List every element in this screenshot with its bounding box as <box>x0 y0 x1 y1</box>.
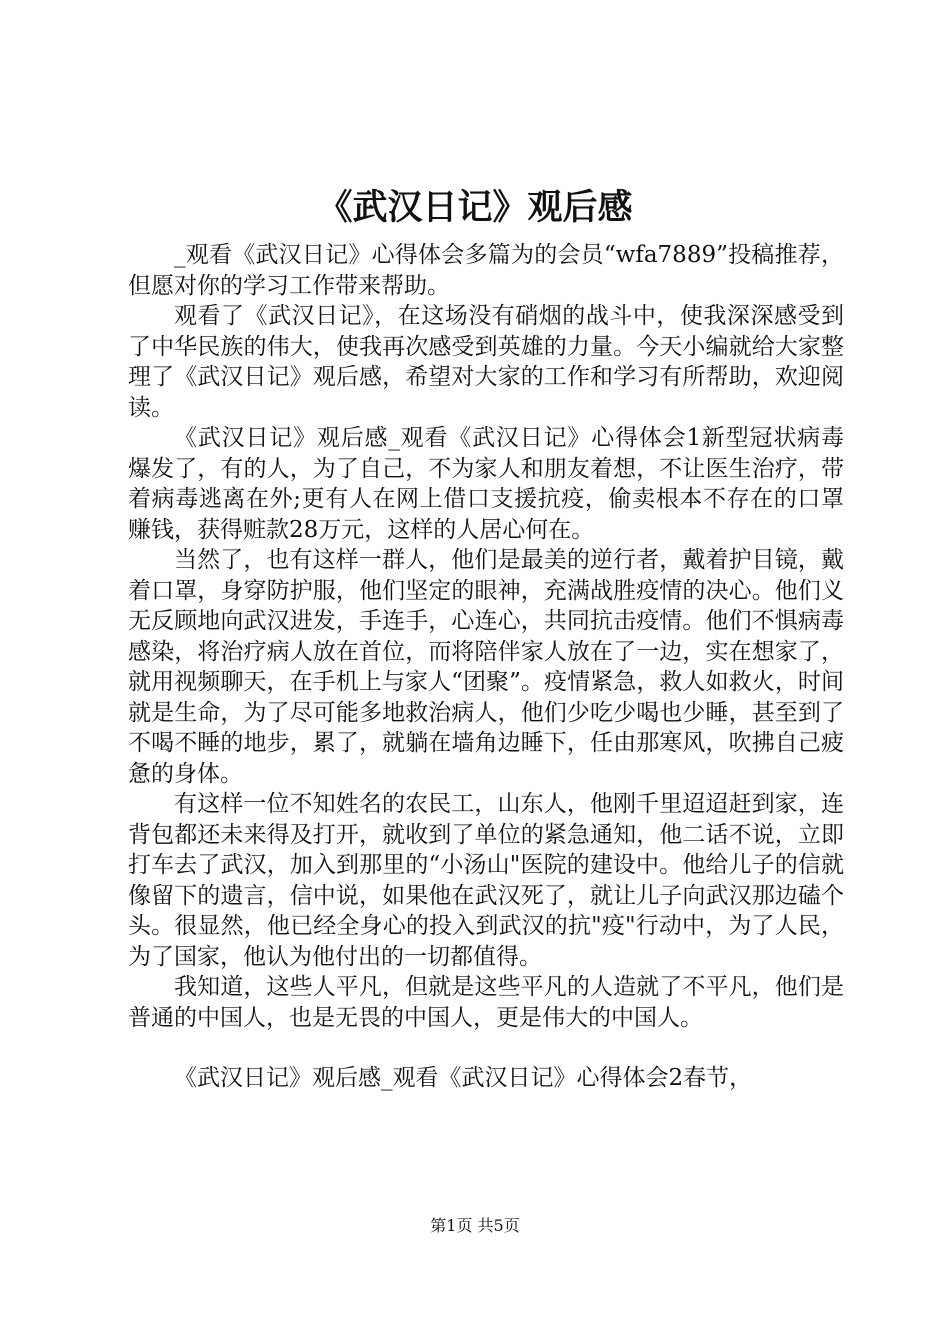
paragraph-intro: _观看《武汉日记》心得体会多篇为的会员“wfa7889”投稿推荐，但愿对你的学习工作带来帮助。 <box>128 242 844 299</box>
document-body <box>128 240 844 1094</box>
paragraph-essay-2-start: 《武汉日记》观后感_观看《武汉日记》心得体会2春节， <box>174 1065 753 1091</box>
page-number-footer: 第1页 共5页 <box>430 1216 520 1235</box>
paragraph-summary: 观看了《武汉日记》，在这场没有硝烟的战斗中，使我深深感受到了中华民族的伟大，使我再次感受到英雄的力量。今天小编就给大家整理了《武汉日记》观后感，希望对大家的工作和学习有所帮助，欢迎阅读。 <box>128 303 844 421</box>
paragraph-retrograde-heroes: 当然了，也有这样一群人，他们是最美的逆行者，戴着护目镜，戴着口罩，身穿防护服，他们坚定的眼神，充满战胜疫情的决心。他们义无反顾地向武汉进发，手连手，心连心，共同抗击疫情。他们不惧病毒感染，将治疗病人放在首位，而将陪伴家人放在了一边，实在想家了，就用视频聊天，在手机上与家人“团聚”。疫情紧急，救人如救火，时间就是生命，为了尽可能多地救治病人，他们少吃少喝也少睡，甚至到了不喝不睡的地步，累了，就躺在墙角边睡下，任由那寒风，吹拂自己疲惫的身体。 <box>128 547 844 787</box>
paragraph-conclusion: 我知道，这些人平凡，但就是这些平凡的人造就了不平凡，他们是普通的中国人，也是无畏的中国人，更是伟大的中国人。 <box>128 974 844 1031</box>
document-title: 《武汉日记》观后感 <box>317 187 633 228</box>
paragraph-essay-1-start: 《武汉日记》观后感_观看《武汉日记》心得体会1新型冠状病毒爆发了，有的人，为了自己，不为家人和朋友着想，不让医生治疗，带着病毒逃离在外;更有人在网上借口支援抗疫，偷卖根本不存在的口罩赚钱，获得赃款28万元，这样的人居心何在。 <box>128 425 844 543</box>
paragraph-migrant-worker: 有这样一位不知姓名的农民工，山东人，他刚千里迢迢赶到家，连背包都还未来得及打开，就收到了单位的紧急通知，他二话不说，立即打车去了武汉，加入到那里的“小汤山"医院的建设中。他给儿子的信就像留下的遗言，信中说，如果他在武汉死了，就让儿子向武汉那边磕个头。很显然，他已经全身心的投入到武汉的抗"疫"行动中，为了人民，为了国家，他认为他付出的一切都值得。 <box>128 791 844 970</box>
